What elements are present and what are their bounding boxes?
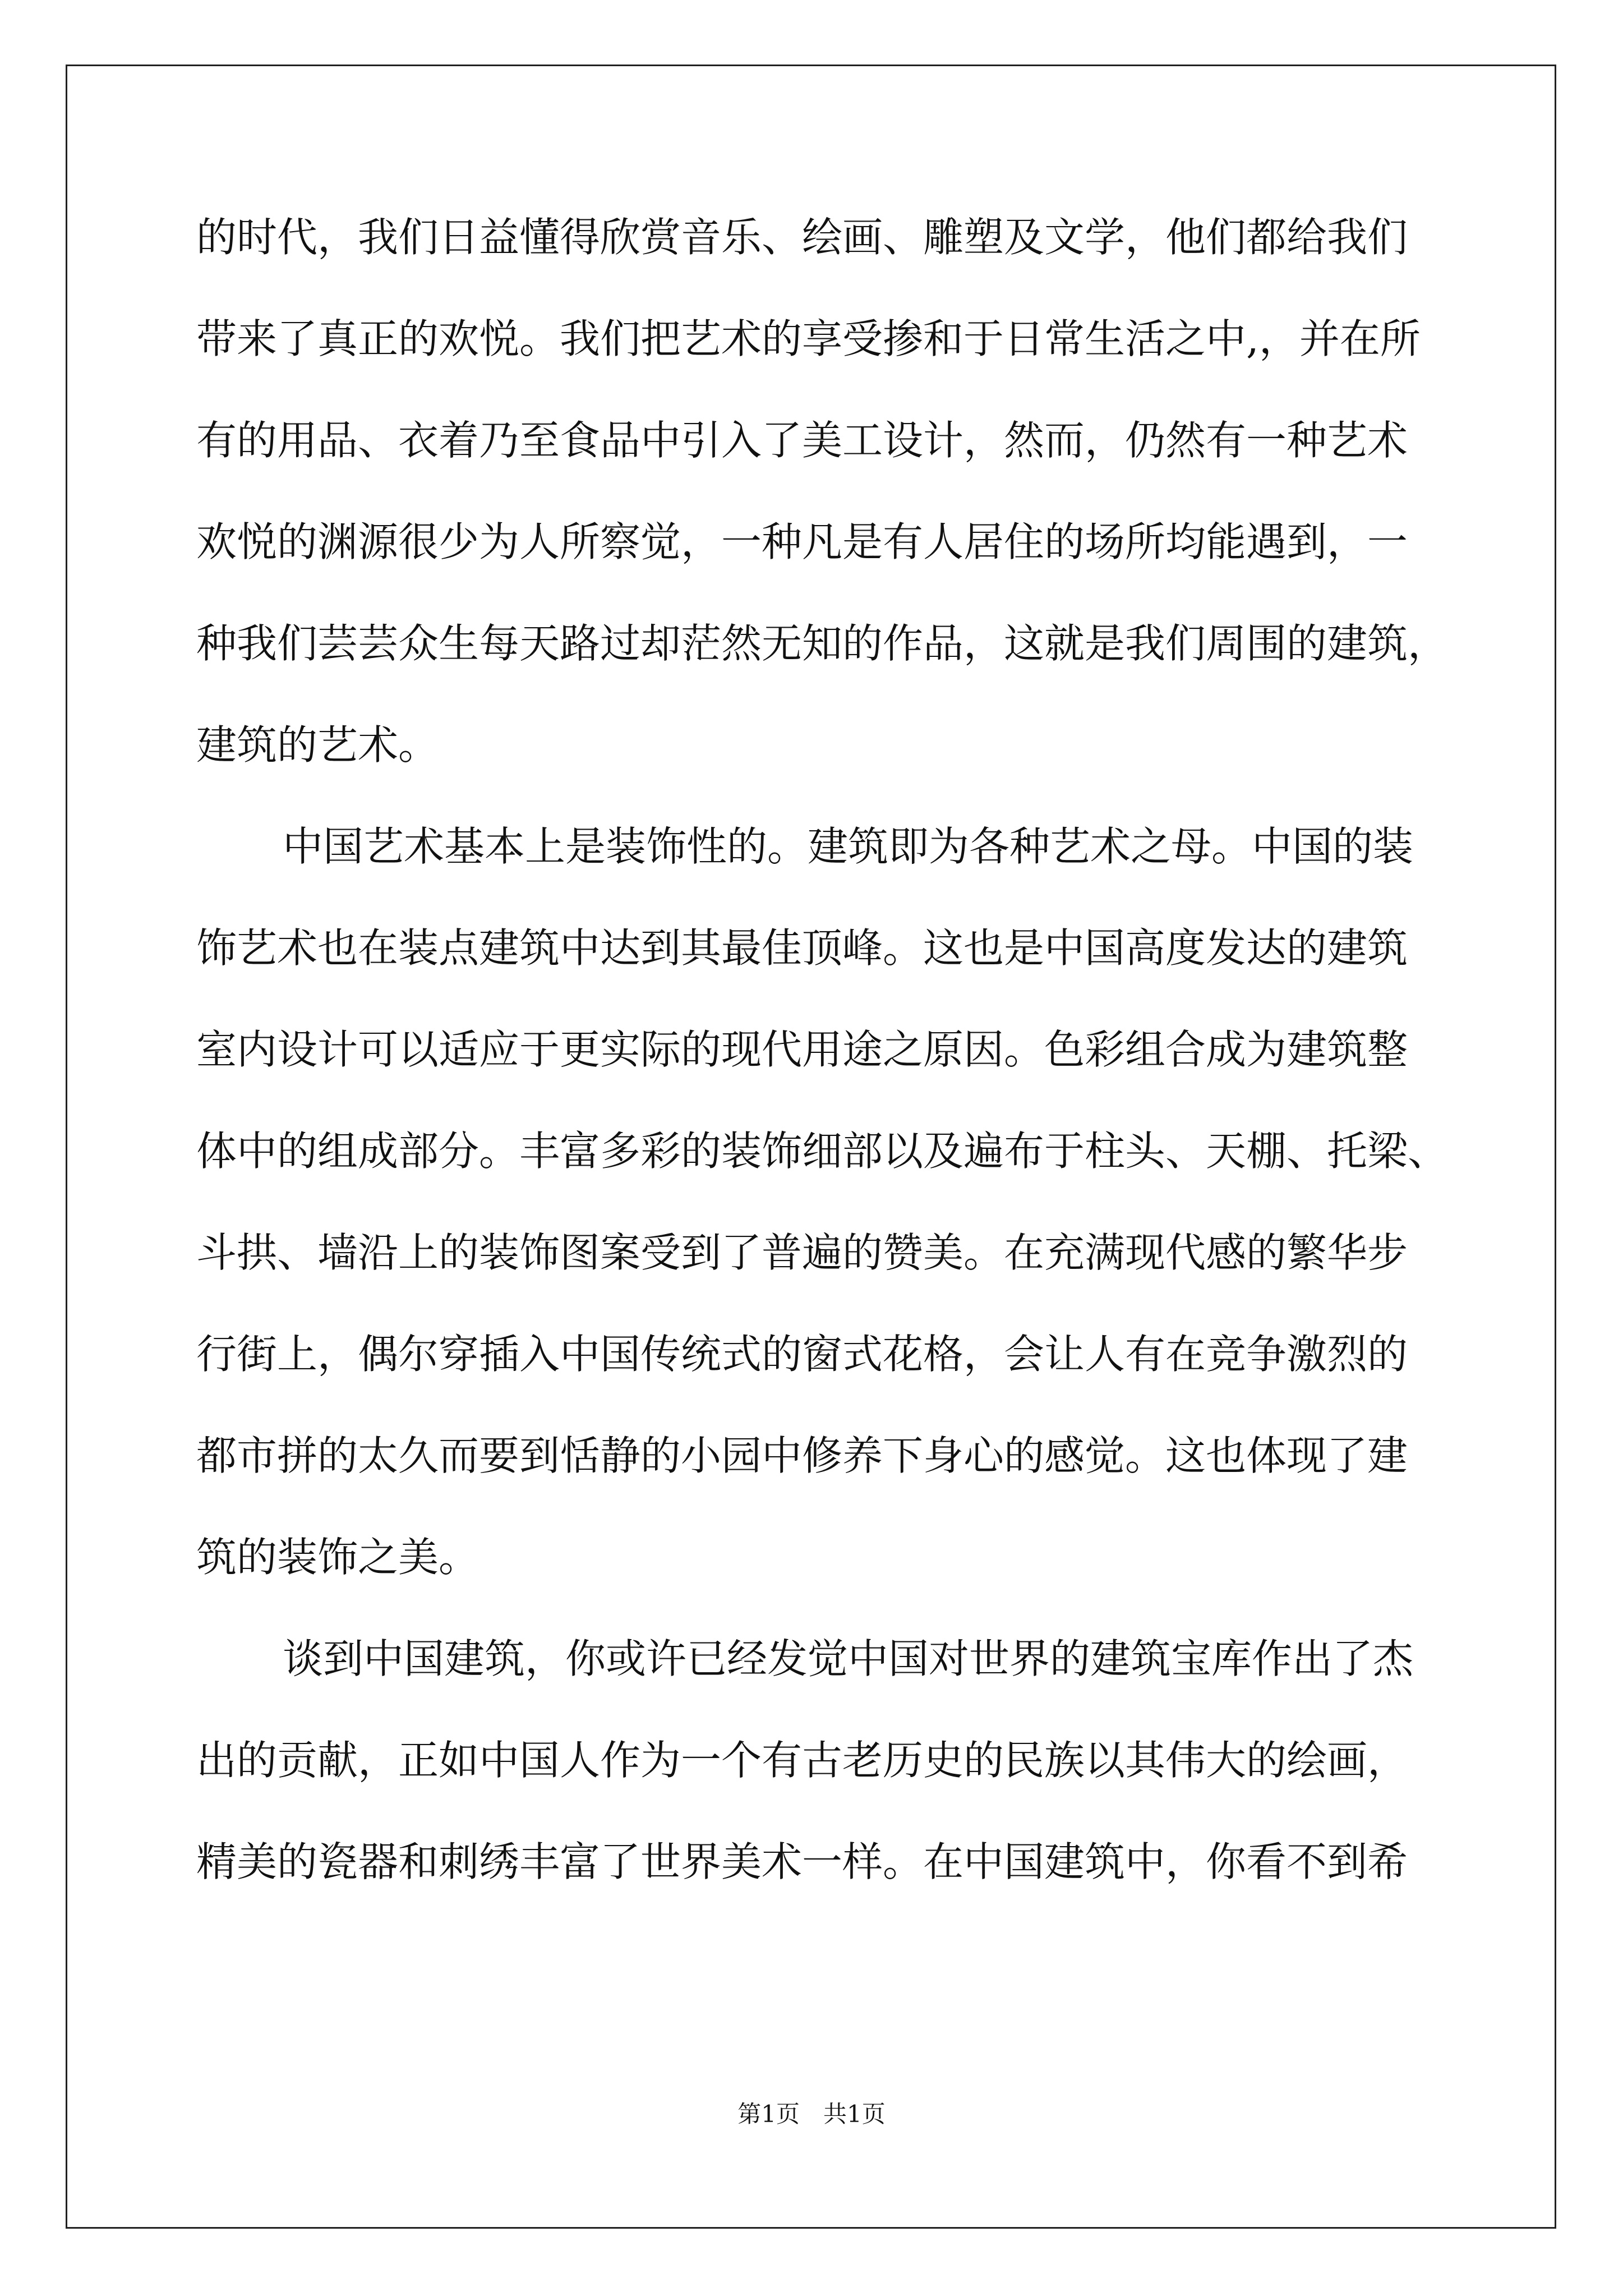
text-line: 出的贡献，正如中国人作为一个有古老历史的民族以其伟大的绘画， [196,1737,1408,1784]
text-line: 行街上，偶尔穿插入中国传统式的窗式花格，会让人有在竞争激烈的 [196,1331,1408,1378]
text-line: 带来了真正的欢悦。我们把艺术的享受掺和于日常生活之中,，并在所 [196,315,1421,362]
text-line: 建筑的艺术。 [196,721,439,769]
text-line: 精美的瓷器和刺绣丰富了世界美术一样。在中国建筑中，你看不到希 [196,1838,1408,1885]
page-number-footer: 第1页 共1页 [737,2100,886,2128]
text-line: 体中的组成部分。丰富多彩的装饰细部以及遍布于柱头、天棚、托梁、 [196,1128,1449,1175]
text-line: 筑的装饰之美。 [196,1534,479,1581]
paragraph-first-line: 中国艺术基本上是装饰性的。建筑即为各种艺术之母。中国的装 [283,823,1414,870]
text-line: 室内设计可以适应于更实际的现代用途之原因。色彩组合成为建筑整 [196,1026,1408,1073]
text-line: 的时代，我们日益懂得欣赏音乐、绘画、雕塑及文学，他们都给我们 [196,214,1408,261]
paragraph-first-line: 谈到中国建筑，你或许已经发觉中国对世界的建筑宝库作出了杰 [283,1635,1414,1682]
text-line: 斗拱、墙沿上的装饰图案受到了普遍的赞美。在充满现代感的繁华步 [196,1229,1408,1276]
text-line: 种我们芸芸众生每天路过却茫然无知的作品，这就是我们周围的建筑， [196,620,1449,667]
document-body [196,210,1458,1936]
text-line: 都市拼的太久而要到恬静的小园中修养下身心的感觉。这也体现了建 [196,1432,1408,1479]
text-line: 有的用品、衣着乃至食品中引入了美工设计，然而，仍然有一种艺术 [196,417,1408,464]
text-line: 欢悦的渊源很少为人所察觉，一种凡是有人居住的场所均能遇到，一 [196,518,1408,565]
text-line: 饰艺术也在装点建筑中达到其最佳顶峰。这也是中国高度发达的建筑 [196,924,1408,972]
